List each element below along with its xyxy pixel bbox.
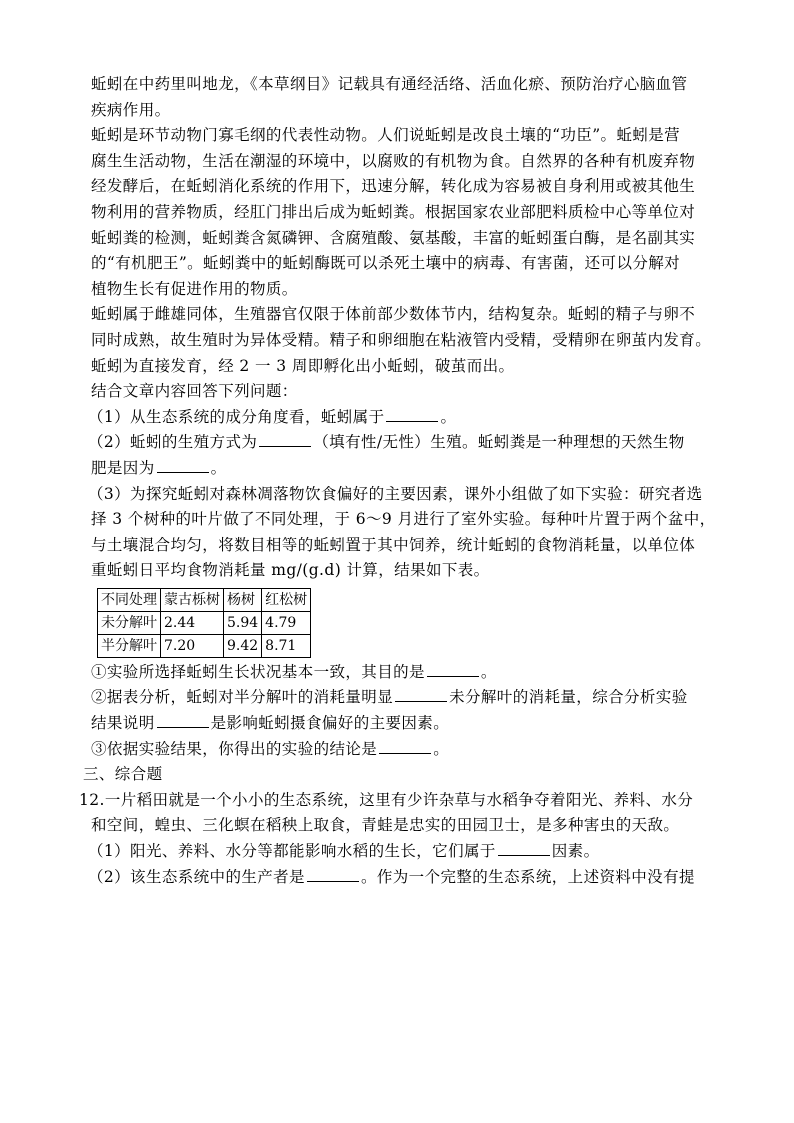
question-3-line: 与土壤混合均匀，将数目相等的蚯蚓置于其中饲养，统计蚯蚓的食物消耗量，以单位体 [91, 535, 696, 554]
question-3-2-cont: 结果说明 是影响蚯蚓摄食偏好的主要因素。 [91, 714, 450, 733]
table-header-cell: 红松树 [262, 588, 311, 611]
article-line: 蚯蚓是环节动物门寡毛纲的代表性动物。人们说蚯蚓是改良土壤的“功臣”。蚯蚓是营 [91, 126, 681, 145]
document-page [79, 72, 716, 890]
answer-blank[interactable] [259, 432, 311, 447]
answer-blank[interactable] [395, 687, 447, 702]
table-header-cell: 杨树 [224, 588, 262, 611]
table-cell: 半分解叶 [98, 634, 161, 657]
question-2-cont: 肥是因为 。 [91, 458, 227, 477]
table-header-cell: 蒙古栎树 [161, 588, 224, 611]
answer-blank[interactable] [307, 867, 359, 882]
answer-blank[interactable] [427, 662, 479, 677]
section-title: 三、综合题 [83, 765, 163, 784]
article-line: 经发酵后，在蚯蚓消化系统的作用下，迅速分解，转化成为容易被自身利用或被其他生 [91, 177, 696, 196]
article-line: 结合文章内容回答下列问题： [91, 382, 298, 401]
table-cell: 7.20 [161, 634, 224, 657]
table-header-row [98, 588, 311, 611]
question-3-line: 重蚯蚓日平均食物消耗量 mg/(g.d) 计算，结果如下表。 [91, 561, 490, 580]
article-line: 腐生生活动物，生活在潮湿的环境中，以腐败的有机物为食。自然界的各种有机废弃物 [91, 151, 696, 170]
table-cell: 9.42 [224, 634, 262, 657]
answer-blank[interactable] [498, 841, 550, 856]
answer-blank[interactable] [157, 458, 209, 473]
question-1: （1）从生态系统的成分角度看，蚯蚓属于 。 [88, 407, 457, 426]
table-cell: 8.71 [262, 634, 311, 657]
article-line: 植物生长有促进作用的物质。 [91, 279, 298, 298]
table-row [98, 611, 311, 634]
article-line: 的“有机肥王”。蚯蚓粪中的蚯蚓酶既可以杀死土壤中的病毒、有害菌，还可以分解对 [91, 254, 681, 273]
question-3-2: ②据表分析，蚯蚓对半分解叶的消耗量明显 未分解叶的消耗量，综合分析实验 [91, 688, 688, 707]
table-row [98, 634, 311, 657]
table-cell: 4.79 [262, 611, 311, 634]
article-line: 疾病作用。 [91, 100, 171, 119]
article-line: 蚯蚓属于雌雄同体，生殖器官仅限于体前部少数体节内，结构复杂。蚯蚓的精子与卵不 [91, 305, 696, 324]
table-cell: 2.44 [161, 611, 224, 634]
article [91, 72, 711, 405]
question-12-line: 和空间，蝗虫、三化螟在稻秧上取食，青蛙是忠实的田园卫士，是多种害虫的天敌。 [91, 816, 680, 835]
question-12-2: （2）该生态系统中的生产者是 。作为一个完整的生态系统，上述资料中没有提 [88, 867, 695, 886]
section-3 [79, 762, 711, 890]
questions [88, 405, 716, 763]
article-line: 蚯蚓为直接发育，经 2 一 3 周即孵化出小蚯蚓，破茧而出。 [91, 356, 515, 375]
question-3-1: ①实验所选择蚯蚓生长状况基本一致，其目的是 。 [91, 662, 497, 681]
question-3-line: 择 3 个树种的叶片做了不同处理，于 6～9 月进行了室外实验。每种叶片置于两个盆中， [91, 510, 716, 529]
answer-blank[interactable] [157, 713, 209, 728]
question-12-1: （1）阳光、养料、水分等都能影响水稻的生长，它们属于 因素。 [88, 842, 600, 861]
question-2: （2）蚯蚓的生殖方式为 （填有性/无性）生殖。蚯蚓粪是一种理想的天然生物 [88, 433, 685, 452]
article-line: 物利用的营养物质，经肛门排出后成为蚯蚓粪。根据国家农业部肥料质检中心等单位对 [91, 202, 696, 221]
table-header-cell: 不同处理 [98, 588, 161, 611]
article-line: 蚯蚓粪的检测，蚯蚓粪含氮磷钾、含腐殖酸、氨基酸，丰富的蚯蚓蛋白酶，是名副其实 [91, 228, 696, 247]
article-line: 同时成熟，故生殖时为异体受精。精子和卵细胞在粘液管内受精，受精卵在卵茧内发育。 [91, 330, 712, 349]
article-line: 蚯蚓在中药里叫地龙，《本草纲目》记载具有通经活络、活血化瘀、预防治疗心脑血管 [91, 75, 688, 93]
question-3-3: ③依据实验结果，你得出的实验的结论是 。 [91, 739, 450, 758]
table-cell: 未分解叶 [98, 611, 161, 634]
question-3-line: （3）为探究蚯蚓对森林凋落物饮食偏好的主要因素，课外小组做了如下实验：研究者选 [88, 484, 703, 503]
table-cell: 5.94 [224, 611, 262, 634]
answer-blank[interactable] [386, 407, 438, 422]
answer-blank[interactable] [379, 739, 431, 754]
results-table [97, 588, 311, 658]
question-12-line: 12.一片稻田就是一个小小的生态系统，这里有少许杂草与水稻争夺着阳光、养料、水分 [79, 790, 694, 809]
